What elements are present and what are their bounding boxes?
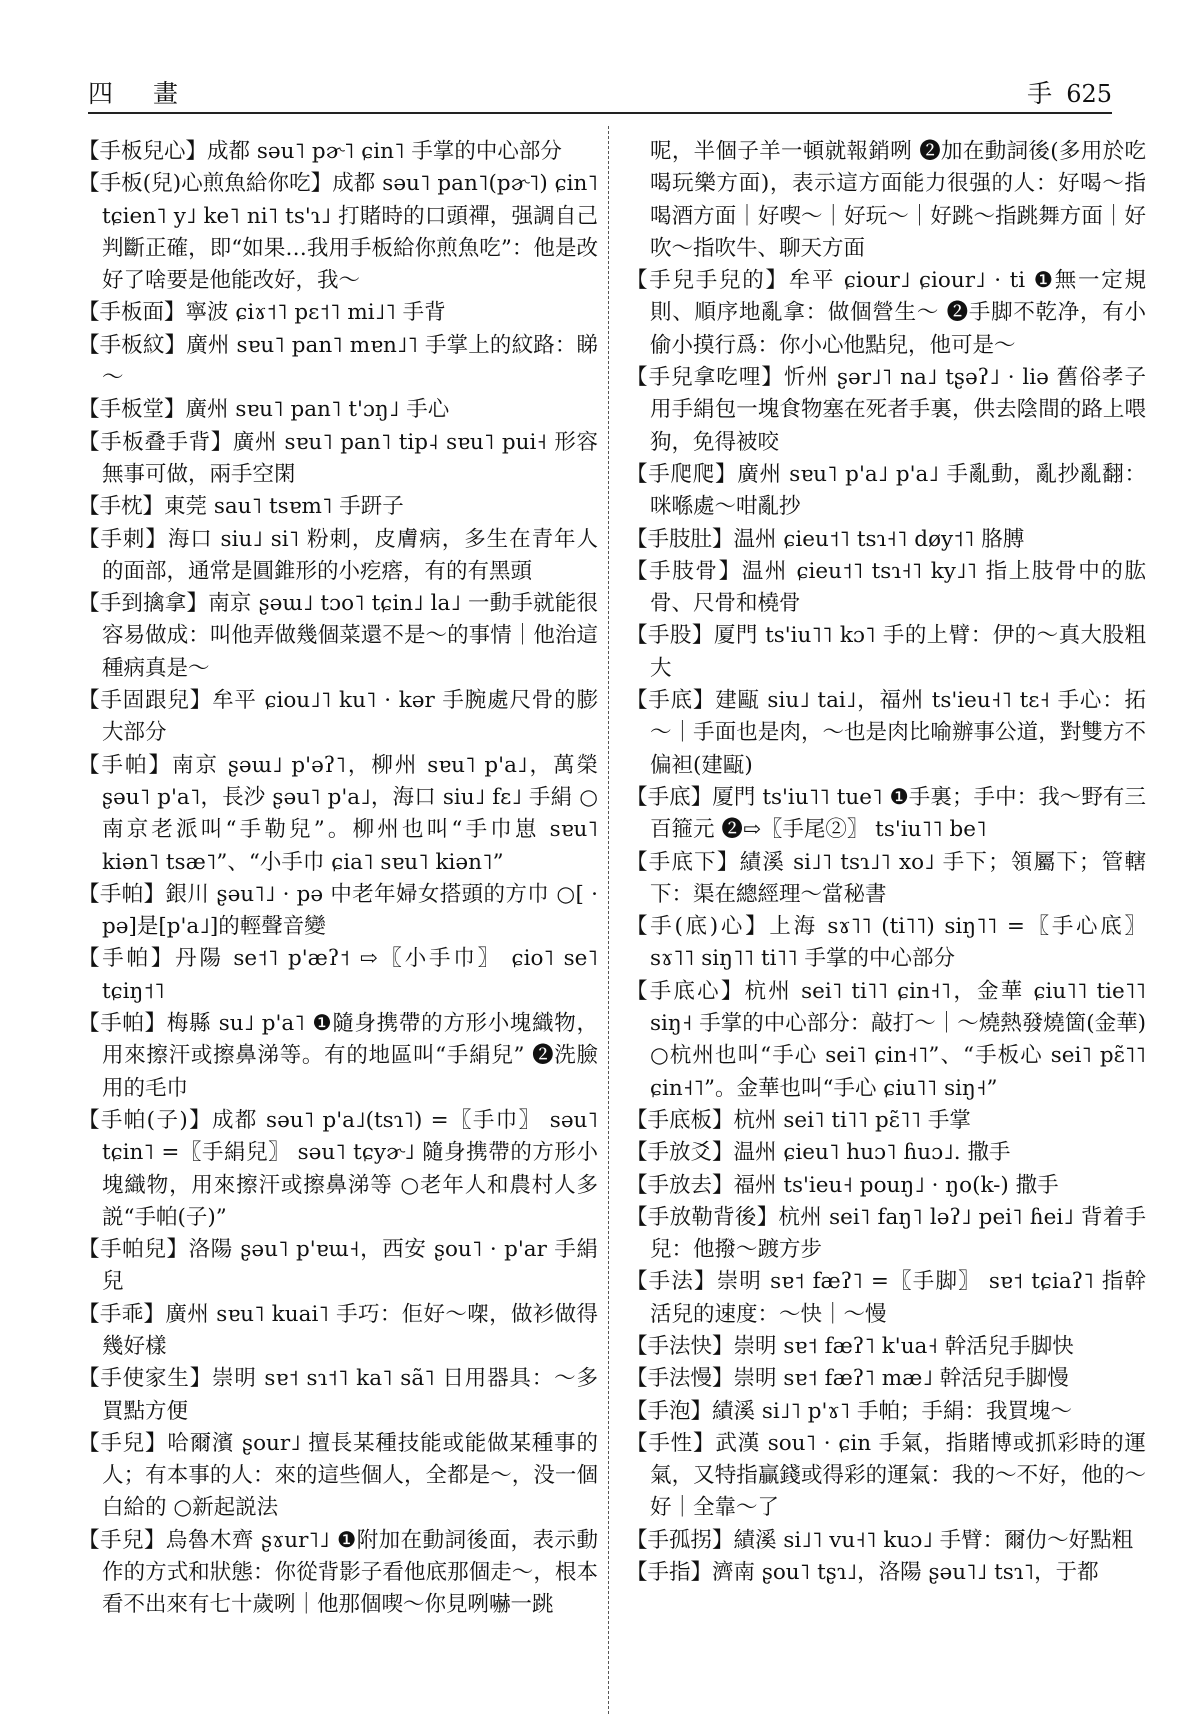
dictionary-entry: 【手肢骨】温州 ɕieu˦˥ tsɿ˧˥ ky˩˥ 指上肢骨中的肱骨、尺骨和橈骨 [626, 558, 1146, 617]
dictionary-entry: 【手肢肚】温州 ɕieu˦˥ tsɿ˧˥ døy˦˥ 胳膊 [626, 526, 1025, 552]
dictionary-entry: 【手指】濟南 ʂou˥ tʂɿ˩，洛陽 ʂəu˥˩ tsɿ˥，于都 [626, 1560, 1099, 1586]
dictionary-entry: 【手帕】南京 ʂəɯ˩ p'əʔ˥，柳州 sɐu˥ p'a˩，萬榮 ʂəu˥ p'a˥，長沙 ʂəu˥ p'a˩，海口 siu˩ fɛ˩ 手絹 ○南京老派叫“手勒兒”。柳州也叫“手巾崽 sɐu˥ kiən˥ tsæ˥”、“小手巾 ɕia˥ sɐu˥ kiən˥” [78, 752, 598, 875]
dictionary-entry: 【手底】建甌 siu˩ tai˩，福州 ts'ieu˧˥ tɛ˧ 手心：拓～｜手面也是肉，～也是肉比喻辦事公道，對雙方不偏袒(建甌) [626, 688, 1146, 778]
dictionary-entry: 呢，半個子羊一頓就報銷咧 ❷加在動詞後(多用於吃喝玩樂方面)，表示這方面能力很强的人：好喝～指喝酒方面｜好喫～｜好玩～｜好跳～指跳舞方面｜好吹～指吹牛、聊天方面 [650, 139, 1146, 261]
dictionary-entry: 【手使家生】崇明 sɐ˦ sɿ˦˥ ka˥ sã˥ 日用器具：～多買點方便 [78, 1366, 598, 1424]
head-character: 手 [1027, 79, 1053, 108]
dictionary-entry: 【手板紋】廣州 sɐu˥ pan˥ mɐn˩˥ 手掌上的紋路：睇～ [78, 332, 598, 391]
dictionary-entry: 【手泡】績溪 si˩˥ p'ɤ˥ 手帕；手絹：我買塊～ [626, 1398, 1073, 1424]
page-number: 625 [1066, 80, 1112, 108]
dictionary-entry: 【手板(兒)心煎魚給你吃】成都 səu˥ pan˥(pɚ˥) ɕin˥ tɕien˥ y˩ ke˥ ni˥ ts'ɿ˩ 打賭時的口頭禪，强調自己判斷正確，即“如果…我用手板給你煎魚吃”：他是改好了啥要是他能改好，我～ [78, 171, 598, 294]
dictionary-entry: 【手放去】福州 ts'ieu˧ pouŋ˩ · ŋo(k-) 撒手 [626, 1172, 1059, 1198]
page-heading [1027, 74, 1112, 110]
dictionary-entry: 【手板堂】廣州 sɐu˥ pan˥ t'ɔŋ˩ 手心 [78, 397, 450, 423]
dictionary-entry: 【手底】厦門 ts'iu˥˥ tue˥ ❶手裏；手中：我～野有三百箍元 ❷⇨〖手尾②〗 ts'iu˥˥ be˥ [626, 784, 1146, 843]
dictionary-entry: 【手股】厦門 ts'iu˥˥ kɔ˥ 手的上臂：伊的～真大股粗大 [626, 623, 1146, 681]
dictionary-entry: 【手帕】丹陽 se˦˥ p'æʔ˦ ⇨〖小手巾〗 ɕio˥ se˥ tɕiŋ˦˥ [78, 946, 598, 1004]
column-divider [608, 126, 609, 1714]
dictionary-entry: 【手性】武漢 sou˥ · ɕin 手氣，指賭博或抓彩時的運氣，又特指贏錢或得彩的運氣：我的～不好，他的～好｜全靠～了 [626, 1430, 1146, 1521]
dictionary-entry: 【手底下】績溪 si˩˥ tsɿ˩˥ xo˩ 手下；領屬下；管轄下：渠在總經理～當秘書 [626, 849, 1146, 907]
dictionary-entry: 【手法慢】崇明 sɐ˦ fæʔ˥ mæ˩ 幹活兒手脚慢 [626, 1366, 1069, 1392]
section-title: 四 畫 [88, 79, 194, 108]
dictionary-entry: 【手(底)心】上海 sɤ˥˥ (ti˥˥) siŋ˥˥ =〖手心底〗 sɤ˥˥ siŋ˥˥ ti˥˥ 手掌的中心部分 [626, 914, 1146, 972]
dictionary-entry: 【手枕】東莞 sau˥ tsɐm˥ 手趼子 [78, 494, 404, 520]
dictionary-entry: 【手到擒拿】南京 ʂəɯ˩ tɔo˥ tɕin˩ la˩ 一動手就能很容易做成：叫他弄做幾個菜還不是～的事情｜他治這種病真是～ [78, 591, 598, 681]
dictionary-entry: 【手兒】烏魯木齊 ʂɤur˥˩ ❶附加在動詞後面，表示動作的方式和狀態：你從背影子看他底那個走～，根本看不出來有七十歲咧｜他那個喫～你見咧嚇一跳 [78, 1527, 598, 1618]
dictionary-entry: 【手法快】崇明 sɐ˦ fæʔ˥ k'ua˧ 幹活兒手脚快 [626, 1333, 1074, 1359]
dictionary-entry: 【手帕兒】洛陽 ʂəu˥ p'ɐɯ˧，西安 ʂou˥ · p'ar 手絹兒 [78, 1237, 598, 1295]
dictionary-entry: 【手乖】廣州 sɐu˥ kuai˥ 手巧：佢好～㗎，做衫做得幾好樣 [78, 1301, 598, 1359]
dictionary-entry: 【手兒手兒的】牟平 ɕiour˩ ɕiour˩ · ti ❶無一定規則、順序地亂拿：做個營生～ ❷手脚不乾净，有小偷小摸行爲：你小心他點兒，他可是～ [626, 268, 1146, 358]
dictionary-entry: 【手板兒心】成都 səu˥ pɚ˥ ɕin˥ 手掌的中心部分 [78, 139, 562, 164]
dictionary-entry: 【手板面】寧波 ɕiɤ˦˥ pɛ˦˥ mi˩˥ 手背 [78, 300, 446, 326]
right-column [626, 136, 1146, 1714]
dictionary-entry: 【手爬爬】廣州 sɐu˥ p'a˩ p'a˩ 手亂動，亂抄亂翻：咪喺處～咁亂抄 [626, 461, 1146, 520]
dictionary-entry: 【手底心】杭州 sei˥ ti˥˥ ɕin˧˥，金華 ɕiu˥˥ tie˥˥ siŋ˧ 手掌的中心部分：敲打～｜～燒熱發燒箇(金華) ○杭州也叫“手心 sei˥ ɕin˧˥”、“手板心 sei˥ pɛ̃˥˥ ɕin˧˥”。金華也叫“手心 ɕiu˥˥ siŋ˧” [626, 978, 1146, 1101]
dictionary-entry: 【手帕(子)】成都 səu˥ p'a˩(tsɿ˥) =〖手巾〗 səu˥ tɕin˥ =〖手絹兒〗 səu˥ tɕyɚ˩ 隨身携帶的方形小塊織物，用來擦汗或擦鼻涕等 ○老年人和農村人多説“手帕(子)” [78, 1107, 598, 1230]
dictionary-entry: 【手放勒背後】杭州 sei˥ faŋ˥ ləʔ˩ pei˥ ɦei˩ 背着手兒：他撥～踱方步 [626, 1204, 1146, 1263]
dictionary-entry: 【手板叠手背】廣州 sɐu˥ pan˥ tip˨ sɐu˥ pui˧ 形容無事可做，兩手空閑 [78, 429, 598, 487]
dictionary-entry: 【手固跟兒】牟平 ɕiou˩˥ ku˥ · kər 手腕處尺骨的膨大部分 [78, 688, 598, 746]
dictionary-entry: 【手帕】銀川 ʂəu˥˩ · pə 中老年婦女搭頭的方巾 ○[ · pə]是[p'a˩]的輕聲音變 [78, 881, 598, 940]
header-rule [88, 112, 1112, 114]
page-header [88, 74, 1112, 114]
dictionary-entry: 【手兒拿吃哩】忻州 ʂər˩˥ na˩ tʂəʔ˩ · liə 舊俗孝子用手絹包一塊食物塞在死者手裏，供去陰間的路上喂狗，免得被咬 [626, 365, 1146, 455]
dictionary-entry: 【手放爻】温州 ɕieu˥ huɔ˥ ɦuɔ˩. 撒手 [626, 1140, 1011, 1166]
left-column [78, 136, 598, 1714]
dictionary-entry: 【手刺】海口 siu˩ si˥ 粉刺，皮膚病，多生在青年人的面部，通常是圓錐形的小疙瘩，有的有黑頭 [78, 526, 598, 584]
dictionary-entry: 【手底板】杭州 sei˥ ti˥˥ pɛ̃˥˥ 手掌 [626, 1107, 971, 1133]
dictionary-entry: 【手兒】哈爾濱 ʂour˩ 擅長某種技能或能做某種事的人；有本事的人：來的這些個人，全都是～，没一個白給的 ○新起説法 [78, 1430, 598, 1521]
dictionary-entry: 【手法】崇明 sɐ˦ fæʔ˥ =〖手脚〗 sɐ˦ tɕiaʔ˥ 指幹活兒的速度：～快｜～慢 [626, 1269, 1146, 1327]
dictionary-entry: 【手孤拐】績溪 si˩˥ vu˧˥ kuɔ˩ 手臂：爾仂～好點粗 [626, 1527, 1134, 1553]
dictionary-entry: 【手帕】梅縣 su˩ p'a˥ ❶隨身携帶的方形小塊織物，用來擦汗或擦鼻涕等。有的地區叫“手絹兒” ❷洗臉用的毛巾 [78, 1011, 598, 1101]
